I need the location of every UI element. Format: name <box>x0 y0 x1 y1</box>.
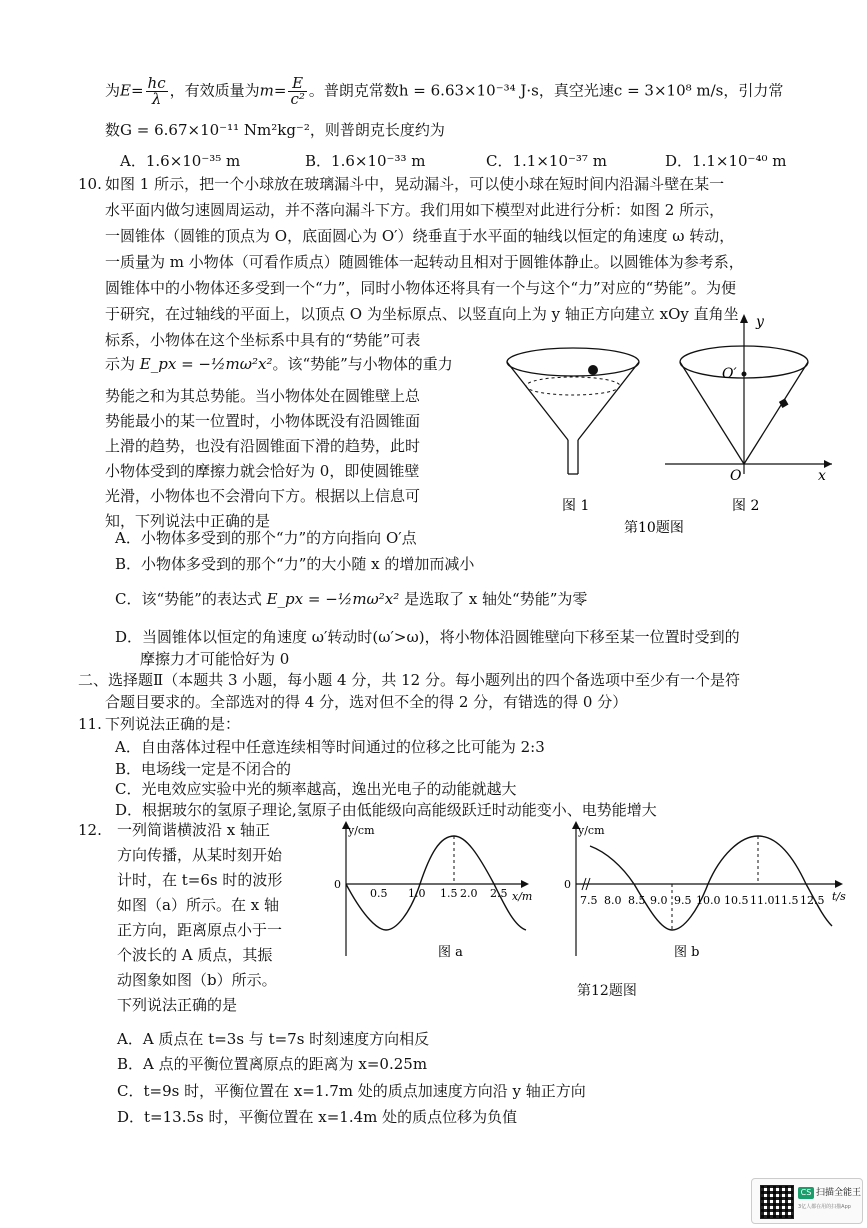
q10-line: 势能最小的某一位置时，小物体既没有沿圆锥面 <box>105 412 421 430</box>
q10-option-b[interactable]: B．小物体多受到的那个“力”的大小随 x 的增加而减小 <box>115 555 475 573</box>
figb-caption: 图 b <box>674 945 700 960</box>
camscanner-badge <box>751 1178 863 1224</box>
q10-line: 如图 1 所示，把一个小球放在玻璃漏斗中，晃动漏斗，可以使小球在短时间内沿漏斗壁在某一 <box>105 175 725 193</box>
q12-option-a[interactable]: A．A 质点在 t=3s 与 t=7s 时刻速度方向相反 <box>117 1030 430 1048</box>
ball-icon <box>588 365 598 375</box>
q10-line: 上滑的趋势，也没有沿圆锥面下滑的趋势，此时 <box>105 437 421 455</box>
figa-tick: 1.5 <box>440 887 458 900</box>
x-axis-label: x <box>818 468 826 484</box>
q9-text: ，有效质量为 <box>169 81 260 100</box>
q10-text: 。该“势能”与小物体的重力 <box>272 355 453 373</box>
fraction-hc-lambda: $\frac{hc}{\lambda}$ <box>147 74 166 108</box>
q12-line: 计时，在 t=6s 时的波形 <box>117 871 283 889</box>
q10-line: 标系，小物体在这个坐标系中具有的“势能”可表 <box>105 331 421 349</box>
q10-option-c-text: 是选取了 x 轴处“势能”为零 <box>404 590 588 608</box>
figa-ylabel: y/cm <box>348 824 375 837</box>
q10-figure <box>500 312 840 542</box>
q10-number: 10. <box>78 175 102 193</box>
q11-option-d[interactable]: D．根据玻尔的氢原子理论,氢原子由低能级向高能级跃迁时动能变小、电势能增大 <box>115 801 657 819</box>
y-axis-label: y <box>756 314 764 330</box>
q11-option-b[interactable]: B．电场线一定是不闭合的 <box>115 760 292 778</box>
figa-origin: 0 <box>334 878 341 891</box>
figa-caption: 图 a <box>438 945 463 960</box>
q9-text: 为 <box>105 81 121 100</box>
q9-line2 <box>105 120 445 140</box>
planck-constant: h = 6.63×10⁻³⁴ J·s <box>398 81 539 100</box>
q11-stem: 下列说法正确的是： <box>105 715 241 733</box>
q12-line: 方向传播，从某时刻开始 <box>117 846 283 864</box>
figb-tick: 8.0 <box>604 894 622 907</box>
q9-text: ，则普朗克长度约为 <box>309 121 445 139</box>
potential-formula: E_px = −½mω²x² <box>139 355 273 373</box>
light-speed: c = 3×10⁸ m/s <box>613 81 724 100</box>
q10-formula-line <box>105 354 453 374</box>
q9-option-b[interactable]: B．1.6×10⁻³³ m <box>305 152 426 170</box>
figb-tick: 8.5 <box>628 894 646 907</box>
cs-logo-icon: CS <box>798 1187 814 1199</box>
gravity-constant: G = 6.67×10⁻¹¹ Nm²kg⁻² <box>120 121 310 139</box>
q10-option-a[interactable]: A．小物体多受到的那个“力”的方向指向 O′点 <box>115 529 417 547</box>
q12-line: 一列简谐横波沿 x 轴正 <box>117 821 270 839</box>
figa-tick: 2.0 <box>460 887 478 900</box>
q12-option-d[interactable]: D．t=13.5s 时，平衡位置在 x=1.4m 处的质点位移为负值 <box>117 1108 518 1126</box>
q12-number: 12. <box>78 821 102 839</box>
q9-option-d[interactable]: D．1.1×10⁻⁴⁰ m <box>665 152 787 170</box>
figa-tick: 0.5 <box>370 887 388 900</box>
figb-tick: 10.5 <box>724 894 749 907</box>
q10-line: 圆锥体中的小物体还多受到一个“力”，同时小物体还将具有一个与这个“力”对应的“势能”。为便 <box>105 279 737 297</box>
q10-line: 一圆锥体（圆锥的顶点为 O，底面圆心为 O′）绕垂直于水平面的轴线以恒定的角速度 ω 转动， <box>105 227 735 245</box>
section2-header: 二、选择题Ⅱ（本题共 3 小题，每小题 4 分，共 12 分。每小题列出的四个备选项中至少有一个是符 <box>78 671 740 689</box>
figb-tick: 11.5 <box>774 894 799 907</box>
fig1-caption: 图 1 <box>562 498 590 514</box>
cone-diagram <box>665 314 832 484</box>
q10-line: 于研究，在过轴线的平面上，以顶点 O 为坐标原点、以竖直向上为 y 轴正方向建立 xOy 直角坐 <box>105 305 739 323</box>
potential-formula: E_px = −½mω²x² <box>266 590 400 608</box>
funnel-diagram <box>507 348 639 474</box>
q9-text: ，真空光速 <box>538 81 614 100</box>
q9-text: ，引力常 <box>723 81 784 100</box>
figa-xlabel: x/m <box>512 890 533 903</box>
figb-tick: 11.0 <box>750 894 775 907</box>
q11-number: 11. <box>78 715 102 733</box>
q12-line: 正方向，距离原点小于一 <box>117 921 283 939</box>
badge-subtitle: 3亿人都在用的扫描App <box>798 1204 851 1210</box>
figb-tick: 9.0 <box>650 894 668 907</box>
q12-option-c[interactable]: C．t=9s 时，平衡位置在 x=1.7m 处的质点加速度方向沿 y 轴正方向 <box>117 1082 586 1100</box>
q12-line: 如图（a）所示。在 x 轴 <box>117 896 279 914</box>
q10-option-d-cont: 摩擦力才可能恰好为 0 <box>140 650 290 668</box>
q9-text: 。普朗克常数 <box>308 81 399 100</box>
q12-option-b[interactable]: B．A 点的平衡位置离原点的距离为 x=0.25m <box>117 1055 428 1073</box>
figb-tick: 9.5 <box>674 894 692 907</box>
q10-line: 小物体受到的摩擦力就会恰好为 0，即使圆锥壁 <box>105 462 420 480</box>
q10-text: 示为 <box>105 355 136 373</box>
figb-origin: 0 <box>564 878 571 891</box>
badge-title: 扫描全能王 <box>816 1188 862 1198</box>
q9-line1: 为E= $\frac{hc}{\lambda}$ ，有效质量为m= $\frac{E}{\text{c²}}$ 。普朗克常数h = 6.63×10⁻³⁴ J·s，真空光速c = 3×10⁸ m/s，引力常 <box>105 74 784 108</box>
q11-option-a[interactable]: A．自由落体过程中任意连续相等时间通过的位移之比可能为 2:3 <box>115 738 545 756</box>
q9-option-a[interactable]: A．1.6×10⁻³⁵ m <box>120 152 241 170</box>
q10-option-c[interactable] <box>115 588 587 609</box>
origin-label: O <box>730 468 742 484</box>
q10-line: 光滑，小物体也不会滑向下方。根据以上信息可 <box>105 487 421 505</box>
q12-line: 个波长的 A 质点，其振 <box>117 946 273 964</box>
q12-figure-a <box>326 818 536 968</box>
q10-line: 一质量为 m 小物体（可看作质点）随圆锥体一起转动且相对于圆锥体静止。以圆锥体为参考系， <box>105 253 744 271</box>
section2-header-cont: 合题目要求的。全部选对的得 4 分，选对但不全的得 2 分，有错选的得 0 分） <box>105 693 628 711</box>
q10-line: 知，下列说法中正确的是 <box>105 512 271 530</box>
figb-tick: 10.0 <box>696 894 721 907</box>
q10-option-c-text: C．该“势能”的表达式 <box>115 590 262 608</box>
figb-ylabel: y/cm <box>578 824 605 837</box>
figb-tick: 12.5 <box>800 894 825 907</box>
q10-line: 势能之和为其总势能。当小物体处在圆锥壁上总 <box>105 387 421 405</box>
q11-option-c[interactable]: C．光电效应实验中光的频率越高，逸出光电子的动能就越大 <box>115 780 517 798</box>
figa-tick: 2.5 <box>490 887 508 900</box>
center-label: O′ <box>722 366 737 382</box>
q10-figure-title: 第10题图 <box>624 520 684 536</box>
q9-option-c[interactable]: C．1.1×10⁻³⁷ m <box>486 152 607 170</box>
q12-figure-b <box>556 818 852 968</box>
figb-xlabel: t/s <box>832 890 846 903</box>
figa-tick: 1.0 <box>408 887 426 900</box>
figb-tick: 7.5 <box>580 894 598 907</box>
fraction-E-c2: $\frac{E}{\text{c²}}$ <box>290 74 305 108</box>
q12-line: 动图象如图（b）所示。 <box>117 971 277 989</box>
q12-line: 下列说法正确的是 <box>117 996 238 1014</box>
q10-option-d[interactable]: D．当圆锥体以恒定的角速度 ω′转动时(ω′>ω)，将小物体沿圆锥壁向下移至某一位置时受到的 <box>115 628 740 646</box>
fig2-caption: 图 2 <box>732 498 760 514</box>
q12-figure-title: 第12题图 <box>577 983 637 999</box>
qr-code-icon <box>760 1185 794 1219</box>
q9-text: 数 <box>105 121 121 139</box>
q10-line: 水平面内做匀速圆周运动，并不落向漏斗下方。我们用如下模型对此进行分析：如图 2 所示， <box>105 201 725 219</box>
